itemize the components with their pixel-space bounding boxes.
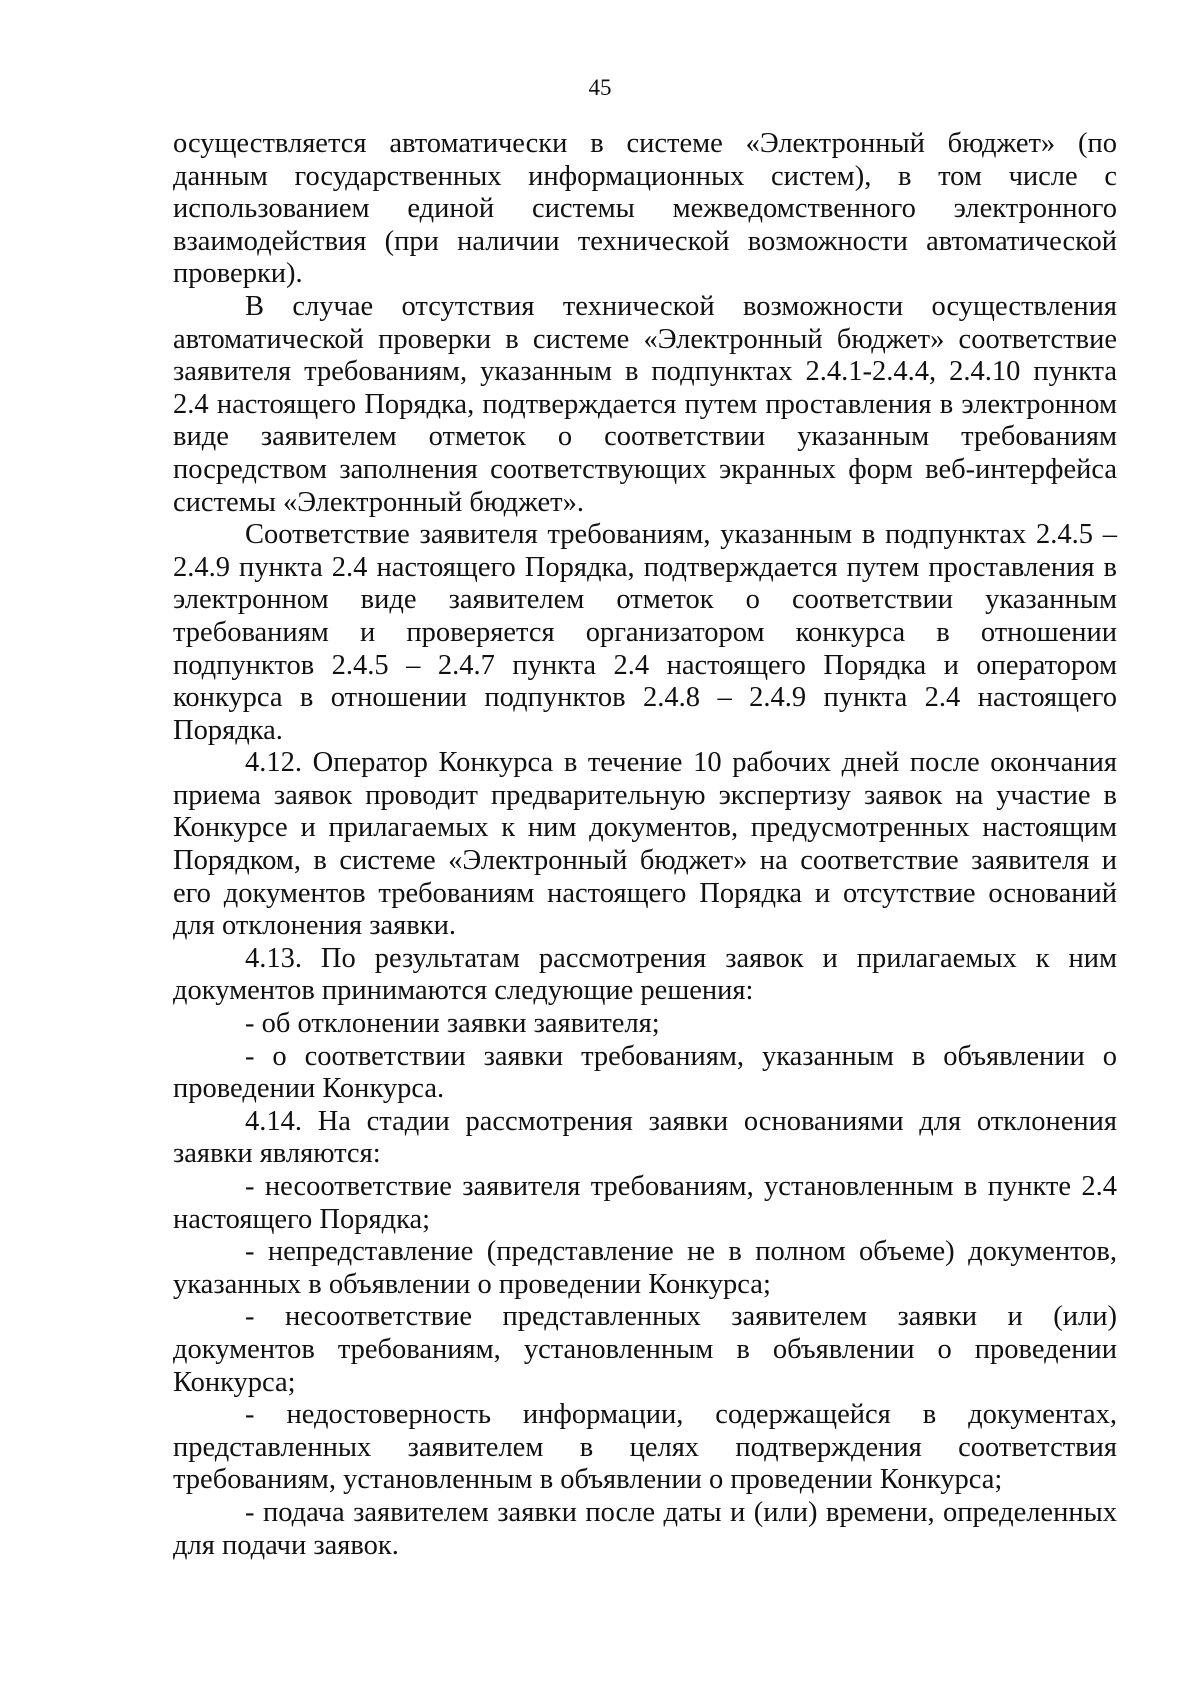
- list-item-documents-missing: - непредставление (представление не в полном объеме) документов, указанных в объявлении о проведении Конкурса;: [173, 1236, 1117, 1300]
- list-item-requirements-mismatch: - несоответствие заявителя требованиям, установленным в пункте 2.4 настоящего Порядка;: [173, 1171, 1117, 1235]
- page-number: 45: [588, 75, 612, 100]
- document-body: [173, 128, 1117, 1562]
- list-item-rejection: - об отклонении заявки заявителя;: [245, 1008, 660, 1040]
- paragraph-compliance-2-4-5: Соответствие заявителя требованиям, указанным в подпунктах 2.4.5 – 2.4.9 пункта 2.4 настоящего Порядка, подтверждается путем проставления в электронном виде заявителем отметок о соответствии указанным требованиям и проверяется организатором конкурса в отношении подпунктов 2.4.5 – 2.4.7 пункта 2.4 настоящего Порядка и оператором конкурса в отношении подпунктов 2.4.8 – 2.4.9 пункта 2.4 настоящего Порядка.: [173, 519, 1117, 746]
- paragraph-continuation: осуществляется автоматически в системе «Электронный бюджет» (по данным государственных информационных систем), в том числе с использованием единой системы межведомственного электронного взаимодействия (при наличии технической возможности автоматической проверки).: [173, 128, 1117, 290]
- list-item-unreliable-info: - недостоверность информации, содержащейся в документах, представленных заявителем в целях подтверждения соответствия требованиям, установленным в объявлении о проведении Конкурса;: [173, 1399, 1117, 1496]
- paragraph-no-automatic-check: В случае отсутствия технической возможности осуществления автоматической проверки в системе «Электронный бюджет» соответствие заявителя требованиям, указанным в подпунктах 2.4.1-2.4.4, 2.4.10 пункта 2.4 настоящего Порядка, подтверждается путем проставления в электронном виде заявителем отметок о соответствии указанным требованиям посредством заполнения соответствующих экранных форм веб-интерфейса системы «Электронный бюджет».: [173, 290, 1117, 518]
- list-item-documents-mismatch: - несоответствие представленных заявителем заявки и (или) документов требованиям, установленным в объявлении о проведении Конкурса;: [173, 1301, 1117, 1398]
- paragraph-4-13: 4.13. По результатам рассмотрения заявок и прилагаемых к ним документов принимаются следующие решения:: [173, 942, 1117, 1007]
- paragraph-4-14: 4.14. На стадии рассмотрения заявки основаниями для отклонения заявки являются:: [173, 1105, 1117, 1170]
- paragraph-4-12: 4.12. Оператор Конкурса в течение 10 рабочих дней после окончания приема заявок проводит предварительную экспертизу заявок на участие в Конкурсе и прилагаемых к ним документов, предусмотренных настоящим Порядком, в системе «Электронный бюджет» на соответствие заявителя и его документов требованиям настоящего Порядка и отсутствие оснований для отклонения заявки.: [173, 747, 1117, 942]
- list-item-late-submission: - подача заявителем заявки после даты и (или) времени, определенных для подачи заявок.: [173, 1496, 1117, 1561]
- list-item-compliance: - о соответствии заявки требованиям, указанным в объявлении о проведении Конкурса.: [173, 1040, 1117, 1105]
